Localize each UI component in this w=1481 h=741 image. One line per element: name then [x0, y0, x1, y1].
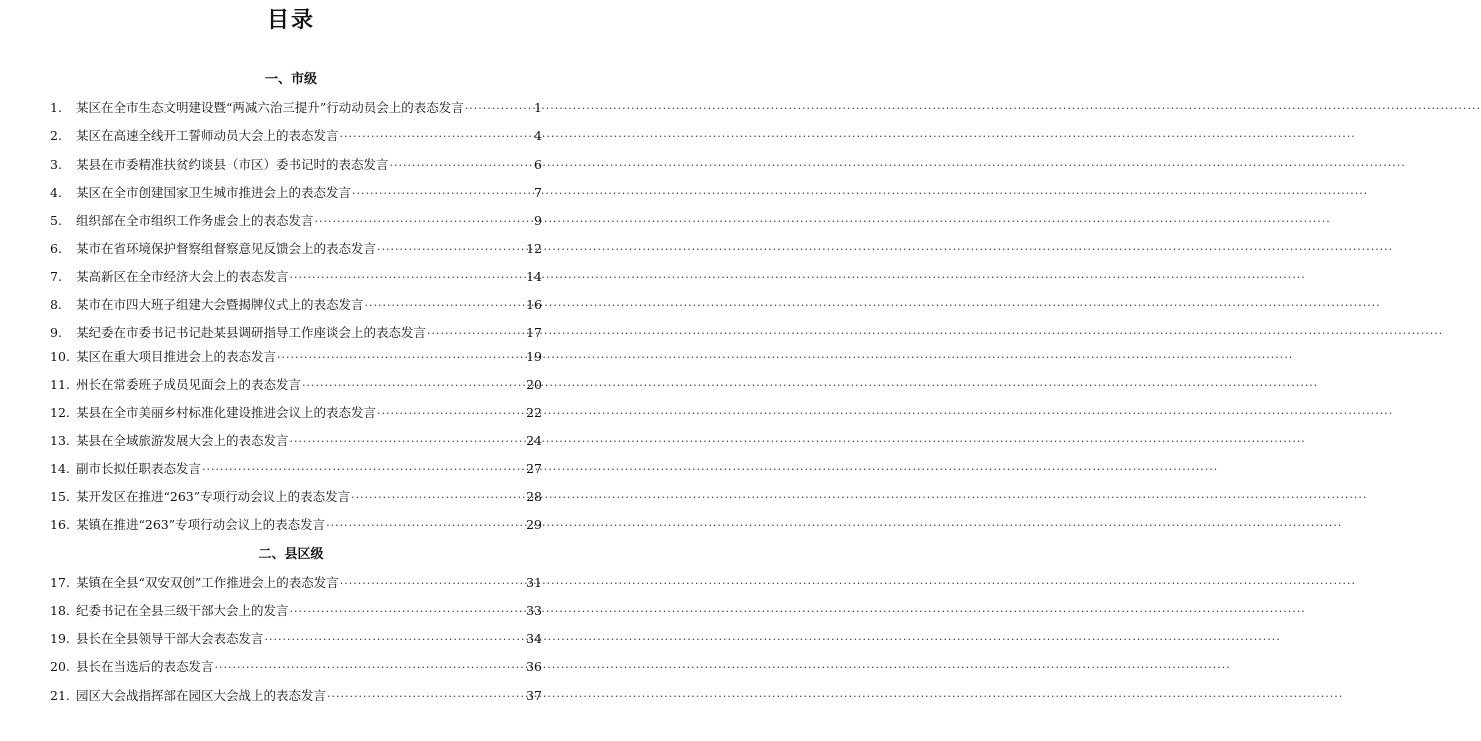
dot-leader [365, 296, 526, 316]
entry-number: 13. [50, 433, 70, 448]
entry-number: 1. [50, 100, 62, 115]
document-title: 目录 [266, 8, 315, 33]
entry-page-number: 6 [534, 157, 542, 172]
entry-number: 10. [50, 349, 70, 364]
entry-page-number: 33 [526, 603, 542, 618]
entry-number: 18. [50, 603, 70, 618]
toc-entry[interactable] [50, 155, 542, 175]
entry-page-number: 28 [526, 489, 542, 504]
entry-number: 11. [50, 377, 70, 392]
dot-leader [290, 602, 526, 622]
entry-title: 某区在全市生态文明建设暨“两减六治三提升”行动动员会上的表态发言 [76, 100, 464, 115]
entry-number: 15. [50, 489, 70, 504]
dot-leader [302, 376, 525, 396]
entry-page-number: 1 [534, 100, 542, 115]
dot-leader [290, 432, 526, 452]
entry-title: 组织部在全市组织工作务虚会上的表态发言 [76, 213, 314, 228]
dot-leader [265, 630, 526, 650]
entry-title: 州长在常委班子成员见面会上的表态发言 [76, 377, 302, 392]
entry-title: 某区在重大项目推进会上的表态发言 [76, 349, 277, 364]
dot-leader [215, 658, 526, 678]
toc-page [0, 0, 582, 741]
toc-entry[interactable] [50, 323, 542, 343]
entry-page-number: 31 [526, 575, 542, 590]
entry-number: 21. [50, 688, 70, 703]
dot-leader [326, 516, 525, 536]
entry-title: 某镇在全县“双安双创”工作推进会上的表态发言 [76, 575, 339, 590]
entry-title: 纪委书记在全县三级干部大会上的发言 [76, 603, 289, 618]
entry-page-number: 14 [526, 269, 542, 284]
dot-leader [377, 240, 525, 260]
toc-entry[interactable] [50, 573, 542, 593]
entry-page-number: 12 [526, 241, 542, 256]
entry-page-number: 17 [526, 325, 542, 340]
dot-leader [202, 460, 525, 480]
entry-number: 14. [50, 461, 70, 476]
entry-page-number: 34 [526, 631, 542, 646]
toc-entry[interactable] [50, 431, 542, 451]
entry-page-number: 29 [526, 517, 542, 532]
entry-number: 17. [50, 575, 70, 590]
toc-entry[interactable] [50, 267, 542, 287]
dot-leader [427, 324, 525, 344]
entry-number: 6. [50, 241, 62, 256]
dot-leader [465, 99, 531, 119]
toc-entry[interactable] [50, 295, 542, 315]
entry-page-number: 7 [534, 185, 542, 200]
dot-leader [390, 156, 531, 176]
entry-number: 7. [50, 269, 62, 284]
entry-page-number: 22 [526, 405, 542, 420]
dot-leader [277, 348, 525, 368]
toc-entry[interactable] [50, 601, 542, 621]
entry-title: 某县在全市美丽乡村标准化建设推进会议上的表态发言 [76, 405, 377, 420]
dot-leader [340, 127, 531, 147]
entry-page-number: 4 [534, 128, 542, 143]
entry-title: 某县在市委精准扶贫约谈县（市区）委书记时的表态发言 [76, 157, 389, 172]
entry-title: 某区在高速全线开工誓师动员大会上的表态发言 [76, 128, 339, 143]
dot-leader [377, 404, 525, 424]
toc-entry[interactable] [50, 347, 542, 367]
entry-number: 12. [50, 405, 70, 420]
toc-entry[interactable] [50, 375, 542, 395]
entry-title: 某县在全域旅游发展大会上的表态发言 [76, 433, 289, 448]
dot-leader [352, 184, 531, 204]
entry-page-number: 37 [526, 688, 542, 703]
toc-entry[interactable] [50, 459, 542, 479]
dot-leader [340, 574, 525, 594]
entry-title: 县长在当选后的表态发言 [76, 659, 214, 674]
section-heading-county: 二、县区级 [258, 547, 324, 562]
entry-title: 某市在省环境保护督察组督察意见反馈会上的表态发言 [76, 241, 377, 256]
entry-page-number: 16 [526, 297, 542, 312]
entry-page-number: 19 [526, 349, 542, 364]
entry-title: 某开发区在推进“263”专项行动会议上的表态发言 [76, 489, 351, 504]
entry-page-number: 9 [534, 213, 542, 228]
section-heading-city: 一、市级 [264, 72, 317, 87]
entry-page-number: 24 [526, 433, 542, 448]
entry-title: 某纪委在市委书记书记赴某县调研指导工作座谈会上的表态发言 [76, 325, 427, 340]
toc-entry[interactable] [50, 98, 542, 118]
entry-number: 16. [50, 517, 70, 532]
entry-page-number: 20 [526, 377, 542, 392]
entry-title: 县长在全县领导干部大会表态发言 [76, 631, 264, 646]
toc-entry[interactable] [50, 239, 542, 259]
toc-entry[interactable] [50, 183, 542, 203]
entry-number: 9. [50, 325, 62, 340]
toc-entry[interactable] [50, 515, 542, 535]
entry-number: 20. [50, 659, 70, 674]
dot-leader [327, 687, 525, 707]
entry-title: 园区大会战指挥部在园区大会战上的表态发言 [76, 688, 327, 703]
dot-leader [315, 212, 531, 232]
toc-entry[interactable] [50, 657, 542, 677]
entry-number: 5. [50, 213, 62, 228]
entry-title: 某区在全市创建国家卫生城市推进会上的表态发言 [76, 185, 352, 200]
entry-page-number: 36 [526, 659, 542, 674]
dot-leader [351, 488, 525, 508]
entry-number: 3. [50, 157, 62, 172]
toc-entry[interactable] [50, 487, 542, 507]
toc-entry[interactable] [50, 126, 542, 146]
toc-entry[interactable] [50, 686, 542, 706]
entry-title: 副市长拟任职表态发言 [76, 461, 202, 476]
entry-title: 某镇在推进“263”专项行动会议上的表态发言 [76, 517, 326, 532]
entry-page-number: 27 [526, 461, 542, 476]
entry-number: 8. [50, 297, 62, 312]
toc-entry[interactable] [50, 629, 542, 649]
entry-title: 某高新区在全市经济大会上的表态发言 [76, 269, 289, 284]
entry-title: 某市在市四大班子组建大会暨揭牌仪式上的表态发言 [76, 297, 364, 312]
toc-entry[interactable] [50, 403, 542, 423]
toc-entry[interactable] [50, 211, 542, 231]
entry-number: 19. [50, 631, 70, 646]
entry-number: 2. [50, 128, 62, 143]
dot-leader [290, 268, 526, 288]
entry-number: 4. [50, 185, 62, 200]
